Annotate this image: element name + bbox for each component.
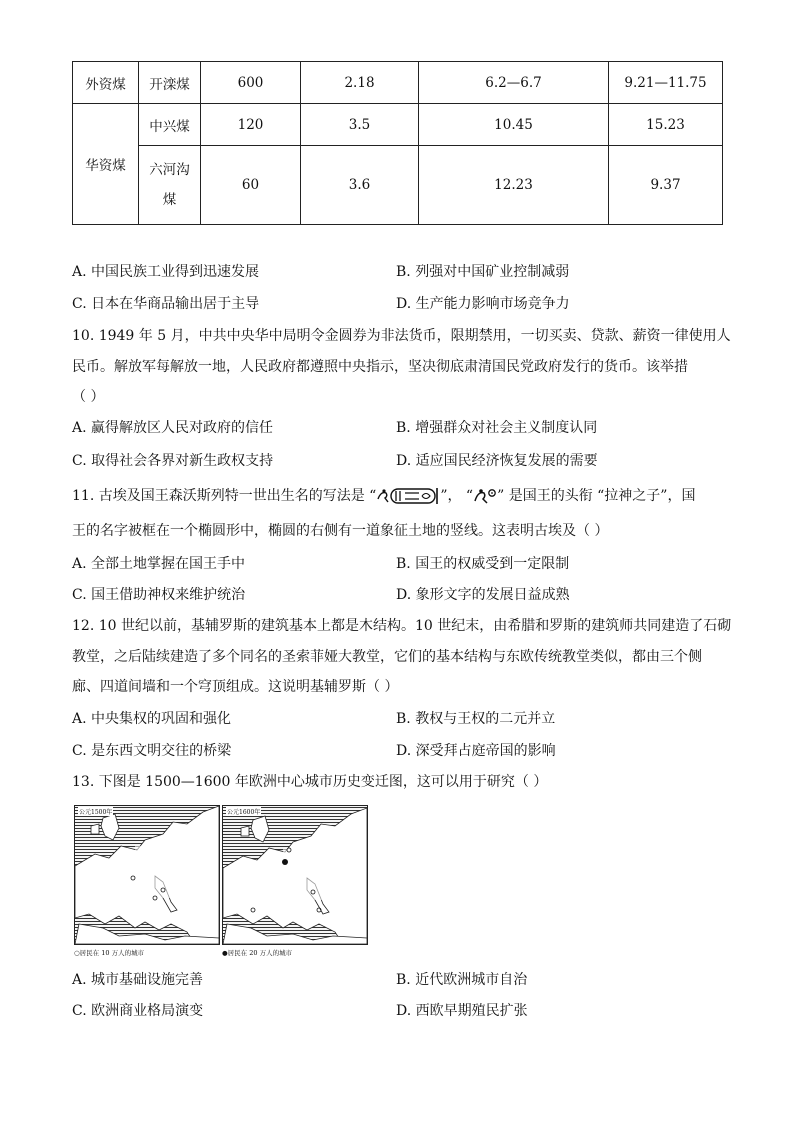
table-cell: 外资煤 [73,62,139,104]
table-cell: 10.45 [419,104,609,146]
table-cell: 3.6 [301,146,419,225]
q10-stem-line1: 10. 1949 年 5 月，中共中央华中局明令金圆券为非法货币，限期禁用，一切买卖、贷款、薪资一律使用人 [72,328,731,344]
q11-text-part2: ”， “ [440,488,474,504]
table-cell-text: 六河沟 [149,162,190,178]
q11-option-c: C. 国王借助神权来维护统治 [72,587,246,603]
q9-option-c: C. 日本在华商品输出居于主导 [72,296,260,312]
q10-answer-bracket: （ ） [72,389,105,405]
table-row [73,146,723,225]
table-cell: 120 [201,104,301,146]
q12-option-d: D. 深受拜占庭帝国的影响 [396,743,556,759]
table-cell: 2.18 [301,62,419,104]
q11-option-a: A. 全部土地掌握在国王手中 [72,556,246,572]
q13-option-b: B. 近代欧洲城市自治 [396,972,528,988]
q10-option-d: D. 适应国民经济恢复发展的需要 [396,453,598,469]
table-cell: 中兴煤 [139,104,201,146]
map-1500-title: 公元1500年 [79,809,113,816]
q12-stem-line2: 教堂，之后陆续建造了多个同名的圣索菲娅大教堂，它们的基本结构与东欧传统教堂类似，都由三个侧 [72,649,702,665]
table-cell: 华资煤 [73,104,139,225]
q12-stem-line3: 廊、四道间墙和一个穹顶组成。这说明基辅罗斯（ ） [72,679,399,695]
table-cell: 3.5 [301,104,419,146]
coal-price-table [72,61,723,225]
q11-option-d: D. 象形文字的发展日益成熟 [396,587,570,603]
table-row [73,62,723,104]
q13-option-c: C. 欧洲商业格局演变 [72,1003,204,1019]
hieroglyph-son-of-ra-icon [473,487,497,505]
table-cell: 15.23 [609,104,723,146]
table-cell: 开滦煤 [139,62,201,104]
map-legend-100k: ○居民在 10 万人的城市 [74,949,145,957]
q9-option-a: A. 中国民族工业得到迅速发展 [72,264,260,280]
q10-option-c: C. 取得社会各界对新生政权支持 [72,453,274,469]
table-cell: 9.21—11.75 [609,62,723,104]
q10-stem-line2: 民币。解放军每解放一地，人民政府都遵照中央指示，坚决彻底肃清国民党政府发行的货币。该举措 [72,359,688,375]
q11-stem-line1 [72,486,695,506]
q12-option-c: C. 是东西文明交往的桥梁 [72,743,232,759]
table-cell: 9.37 [609,146,723,225]
q13-option-a: A. 城市基础设施完善 [72,972,204,988]
q13-stem-line1: 13. 下图是 1500—1600 年欧洲中心城市历史变迁图，这可以用于研究（ ） [72,774,548,790]
europe-city-maps [72,805,372,963]
q9-option-b: B. 列强对中国矿业控制减弱 [396,264,570,280]
hieroglyph-cartouche-icon [376,487,440,505]
table-cell: 12.23 [419,146,609,225]
table-cell: 60 [201,146,301,225]
q12-option-b: B. 教权与王权的二元并立 [396,711,556,727]
map-legend-200k: ●居民在 20 万人的城市 [222,949,293,957]
map-1600-title: 公元1600年 [227,809,261,816]
table-cell: 6.2—6.7 [419,62,609,104]
table-cell-text: 煤 [162,192,177,208]
table-cell: 600 [201,62,301,104]
q12-option-a: A. 中央集权的巩固和强化 [72,711,232,727]
table-row [73,104,723,146]
europe-map-1600-image [223,806,367,944]
q11-text-part3: ” 是国王的头衔 “拉神之子”，国 [497,488,696,504]
map-1600 [222,805,368,945]
map-1500 [74,805,220,945]
q11-option-b: B. 国王的权威受到一定限制 [396,556,570,572]
q11-stem-line2: 王的名字被框在一个椭圆形中，椭圆的右侧有一道象征土地的竖线。这表明古埃及（ ） [72,523,609,539]
q10-option-b: B. 增强群众对社会主义制度认同 [396,420,598,436]
table-cell [139,146,201,225]
q13-option-d: D. 西欧早期殖民扩张 [396,1003,528,1019]
q11-text-part1: 11. 古埃及国王森沃斯列特一世出生名的写法是 “ [72,488,377,504]
europe-map-1500-image [75,806,219,944]
q9-option-d: D. 生产能力影响市场竞争力 [396,296,570,312]
q12-stem-line1: 12. 10 世纪以前，基辅罗斯的建筑基本上都是木结构。10 世纪末，由希腊和罗斯的建筑师共同建造了石砌 [72,618,732,634]
q10-option-a: A. 赢得解放区人民对政府的信任 [72,420,274,436]
